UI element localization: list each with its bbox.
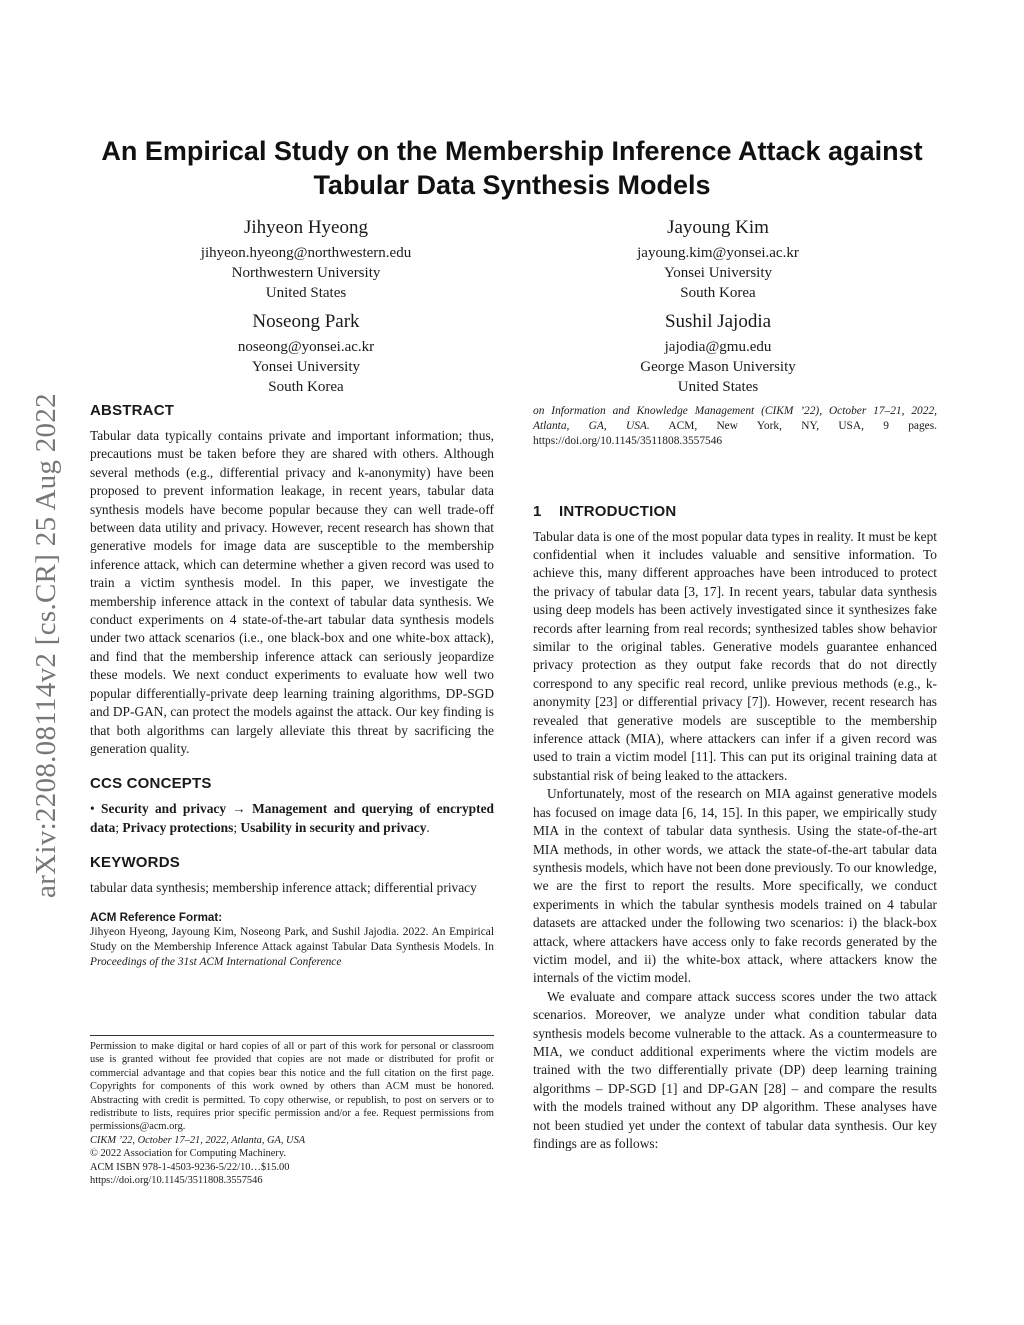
author-block-4	[538, 309, 898, 397]
keywords-text: tabular data synthesis; membership inference attack; differential privacy	[90, 880, 477, 896]
author-email: jajodia@gmu.edu	[664, 339, 772, 355]
author-block-2	[538, 215, 898, 303]
author-name: Jihyeon Hyeong	[243, 217, 368, 238]
abstract-heading: ABSTRACT	[90, 402, 175, 419]
author-email: noseong@yonsei.ac.kr	[237, 339, 375, 355]
author-block-1	[126, 215, 486, 303]
author-email: jayoung.kim@yonsei.ac.kr	[637, 245, 799, 261]
author-affiliation: George Mason University	[640, 359, 796, 375]
arxiv-identifier: arXiv:2208.08114v2 [cs.CR] 25 Aug 2022	[29, 392, 62, 898]
acm-reference-venue: Proceedings of the 31st ACM International Conference	[90, 956, 342, 969]
keywords-section	[90, 853, 494, 897]
intro-paragraph-1: Tabular data is one of the most popular data types in reality. It must be kept confidential when it includes valuable and sensitive information. To achieve this, many different approaches have been introduced to protect the privacy of tabular data [3, 17]. In recent years, tabular data synthesis using deep models has been actively investigated since it synthesizes fake records after learning from real records; synthesized tables show behavior similar to the original tables. Generative models guarantee enhanced privacy protection as they output fake records that do not directly correspond to any specific real record, unlike previous methods (e.g., k-anonymity [23] or differential privacy [7]). However, recent research has revealed that generative models are susceptible to the membership inference attack (MIA), where attackers can infer if a given record was used to train a victim model [11]. This can put its original training data at substantial risk of being leaked to the attackers.	[533, 528, 937, 783]
introduction-section	[533, 502, 937, 1154]
ccs-concept-management: Management and querying of encrypted data	[90, 801, 494, 835]
ccs-concepts-text	[90, 800, 494, 837]
ccs-concept-privacy: Privacy protections	[122, 819, 234, 835]
author-country: United States	[265, 285, 347, 301]
acm-reference-tail: ACM, New York, NY, USA, 9 pages. https://doi.org/10.1145/3511808.3557546	[533, 420, 938, 448]
paper-title	[60, 134, 964, 202]
ccs-heading: CCS CONCEPTS	[90, 775, 212, 793]
ccs-arrow: →	[226, 801, 253, 817]
conference-info: CIKM ’22, October 17–21, 2022, Atlanta, GA, USA	[90, 1134, 306, 1146]
title-line-1: An Empirical Study on the Membership Inference Attack against	[101, 136, 923, 166]
right-column	[533, 404, 937, 1153]
ccs-separator: ;	[233, 819, 241, 835]
arxiv-sidebar	[26, 340, 66, 950]
abstract-text: Tabular data typically contains private and important information; thus, precautions must be taken before they are shared with others. Although several methods (e.g., differential privacy and k-anonymity) have been proposed to prevent information leakage, in recent years, tabular data synthesis models have become popular because they can well trade-off between data utility and privacy. However, recent research has shown that generative models for image data are susceptible to the membership inference attack, which can determine whether a given record was used to train a victim synthesis model. In this paper, we investigate the membership inference attack in the context of tabular data synthesis. We conduct experiments on 4 state-of-the-art tabular data synthesis models under two attack scenarios (i.e., one black-box and one white-box attack), and find that the membership inference attack can seriously jeopardize these models. We next conduct experiments to evaluate how well two popular differentially-private deep learning training algorithms, DP-SGD and DP-GAN, can protect the models against the attack. Our key finding is that both algorithms can largely alleviate this threat by sacrificing the generation quality.	[90, 428, 494, 756]
ccs-concept-usability: Usability in security and privacy	[240, 819, 427, 835]
ccs-section	[90, 774, 494, 837]
acm-reference-text	[90, 925, 494, 971]
introduction-heading: 1 INTRODUCTION	[533, 502, 677, 520]
copyright-line: © 2022 Association for Computing Machinery.	[90, 1148, 286, 1160]
author-country: South Korea	[268, 379, 344, 395]
acm-reference-heading: ACM Reference Format:	[90, 910, 223, 924]
intro-paragraph-2: Unfortunately, most of the research on MIA against generative models has focused on image data [6, 14, 15]. In this paper, we empirically study MIA in the context of tabular data synthesis. Using the state-of-the-art MIA methods, in other words, we attack the state-of-the-art tabular data synthesis models, which have not been done previously. To our knowledge, we are the first to report the results. More specifically, we conduct experiments in which the tabular synthesis models trained on 4 tabular datasets are attacked under the following two scenarios: i) the black-box attack, where attackers have access only to fake records generated by the victim model, and ii) the white-box attack, where attackers know the internals of the victim model.	[533, 786, 937, 986]
acm-reference-section	[90, 910, 494, 971]
copyright-footnote	[90, 1035, 494, 1187]
author-affiliation: Northwestern University	[231, 265, 381, 281]
abstract-section	[90, 401, 494, 758]
doi-line: https://doi.org/10.1145/3511808.3557546	[90, 1175, 263, 1187]
permission-notice: Permission to make digital or hard copies of all or part of this work for personal or classroom use is granted without fee provided that copies are not made or distributed for profit or commercial advantage and that copies bear this notice and the full citation on the first page. Copyrights for components of this work owned by others than ACM must be honored. Abstracting with credit is permitted. To copy otherwise, or republish, to post on servers or to redistribute to lists, requires prior specific permission and/or a fee. Request permissions from permissions@acm.org.	[90, 1041, 494, 1133]
acm-reference-venue-cont: on Information and Knowledge Management (CIKM ’22), October 17–21, 2022, Atlanta, GA, USA.	[533, 405, 937, 433]
ccs-end: .	[426, 819, 430, 835]
author-country: South Korea	[680, 285, 756, 301]
acm-reference-continuation	[533, 404, 937, 450]
author-name: Sushil Jajodia	[664, 311, 772, 332]
author-name: Jayoung Kim	[667, 217, 769, 238]
ccs-concept-security: Security and privacy	[101, 801, 227, 817]
acm-reference-authors: Jihyeon Hyeong, Jayoung Kim, Noseong Park, and Sushil Jajodia. 2022. An Empirical Study on the Membership Inference Attack against Tabular Data Synthesis Models. In	[90, 925, 494, 953]
author-email: jihyeon.hyeong@northwestern.edu	[200, 245, 412, 261]
author-affiliation: Yonsei University	[251, 359, 361, 375]
isbn-line: ACM ISBN 978-1-4503-9236-5/22/10…$15.00	[90, 1161, 290, 1173]
footnote-divider	[90, 1035, 494, 1036]
intro-paragraph-3: We evaluate and compare attack success scores under the two attack scenarios. Moreover, we analyze under what condition tabular data synthesis models become vulnerable to the attack. As a countermeasure to MIA, we conduct additional experiments where the victim models are trained with the two differentially private (DP) deep learning training algorithms – DP-SGD [1] and DP-GAN [28] – and compare the results with the models trained without any DP algorithm. These analyses have not been studied yet under the context of tabular data synthesis. Our key findings are as follows:	[533, 988, 937, 1152]
ccs-separator: ;	[115, 819, 123, 835]
author-block-3	[126, 309, 486, 397]
left-column	[90, 401, 494, 970]
author-name: Noseong Park	[252, 311, 360, 332]
author-country: United States	[677, 379, 759, 395]
keywords-heading: KEYWORDS	[90, 854, 180, 872]
author-affiliation: Yonsei University	[663, 265, 773, 281]
ccs-bullet: •	[90, 801, 95, 817]
title-line-2: Tabular Data Synthesis Models	[313, 170, 711, 200]
